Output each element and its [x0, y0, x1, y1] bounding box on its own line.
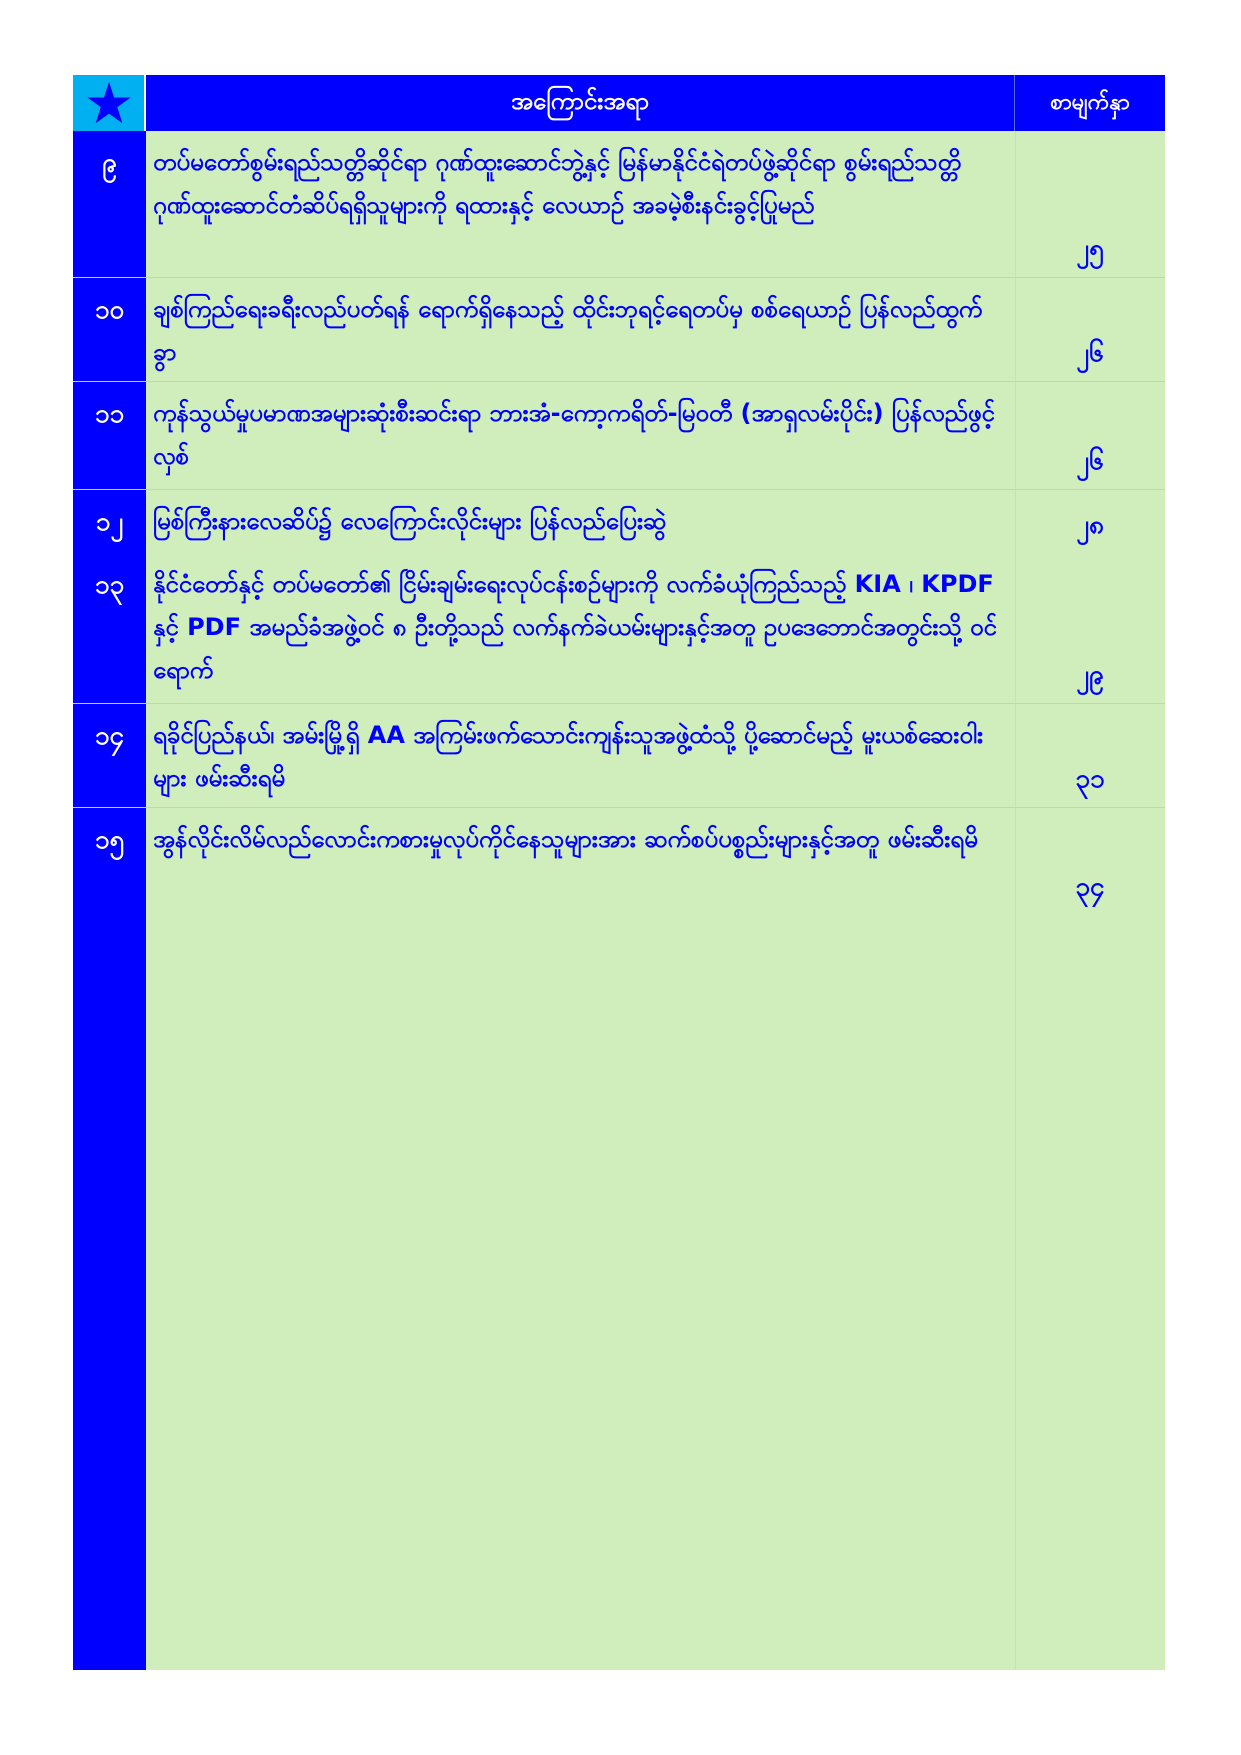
- toc-entry[interactable]: [73, 381, 1165, 489]
- entry-number: ၁၀: [94, 295, 125, 325]
- entry-page: ၃၄: [1075, 872, 1105, 902]
- toc-header: [73, 75, 1165, 131]
- toc-entry[interactable]: [73, 489, 1165, 553]
- toc-entry[interactable]: [73, 277, 1165, 381]
- entry-page: ၃၁: [1075, 764, 1105, 794]
- entry-title: ကုန်သွယ်မှုပမာဏအများဆုံးစီးဆင်းရာ ဘားအံ-ကော့ကရိတ်-မြဝတီ (အာရှလမ်းပိုင်း) ပြန်လည်ဖွင့်လှစ်: [153, 399, 995, 470]
- header-title: အကြောင်းအရာ: [146, 75, 1015, 131]
- entry-page: ၂၆: [1076, 338, 1104, 368]
- entry-page: ၂၅: [1076, 234, 1104, 264]
- entry-title: နိုင်ငံတော်နှင့် တပ်မတော်၏ ငြိမ်းချမ်းရေးလုပ်ငန်းစဉ်များကို လက်ခံယုံကြည်သည့် KIA ၊ KPDF နှင့် PDF အမည်ခံအဖွဲ့ဝင် ၈ ဦးတို့သည် လက်နက်ခဲယမ်းများနှင့်အတူ ဥပဒေဘောင်အတွင်းသို့ ဝင်ရောက်: [153, 570, 997, 684]
- entry-number: ၁၅: [94, 825, 125, 855]
- toc-entry[interactable]: [73, 703, 1165, 807]
- table-of-contents: [73, 75, 1165, 1670]
- entry-page: ၂၉: [1076, 660, 1104, 690]
- entry-number: ၁၄: [94, 721, 125, 751]
- entry-title: မြစ်ကြီးနားလေဆိပ်၌ လေကြောင်းလိုင်းများ ပြန်လည်ပြေးဆွဲ: [153, 507, 667, 535]
- entry-number: ၁၃: [94, 570, 125, 600]
- entry-title: တပ်မတော်စွမ်းရည်သတ္တိဆိုင်ရာ ဂုဏ်ထူးဆောင်ဘွဲ့နှင့် မြန်မာနိုင်ငံရဲတပ်ဖွဲ့ဆိုင်ရာ စွမ်းရည်သတ္တိ ဂုဏ်ထူးဆောင်တံဆိပ်ရရှိသူများကို ရထားနှင့် လေယာဉ် အခမဲ့စီးနင်းခွင့်ပြုမည်: [153, 148, 961, 219]
- entry-title: ရခိုင်ပြည်နယ်၊ အမ်းမြို့ရှိ AA အကြမ်းဖက်သောင်းကျန်းသူအဖွဲ့ထံသို့ ပို့ဆောင်မည့် မူးယစ်ဆေးဝါးများ ဖမ်းဆီးရမိ: [153, 721, 984, 792]
- entry-title: အွန်လိုင်းလိမ်လည်လောင်းကစားမှုလုပ်ကိုင်နေသူများအား ဆက်စပ်ပစ္စည်းများနှင့်အတူ ဖမ်းဆီးရမိ: [153, 825, 978, 853]
- entry-page: ၂၈: [1076, 510, 1104, 540]
- entry-page: ၂၆: [1076, 446, 1104, 476]
- star-cell: [73, 75, 146, 131]
- toc-entry[interactable]: [73, 553, 1165, 703]
- header-page-label: စာမျက်နှာ: [1050, 89, 1130, 115]
- toc-entry[interactable]: [73, 807, 1165, 915]
- entry-number: ၉: [102, 148, 117, 178]
- star-icon: [86, 80, 132, 126]
- entry-number: ၁၂: [95, 507, 124, 537]
- entry-title: ချစ်ကြည်ရေးခရီးလည်ပတ်ရန် ရောက်ရှိနေသည့် ထိုင်းဘုရင့်ရေတပ်မှ စစ်ရေယာဉ် ပြန်လည်ထွက်ခွာ: [153, 295, 983, 366]
- toc-entry[interactable]: [73, 131, 1165, 277]
- entry-number: ၁၁: [94, 399, 125, 429]
